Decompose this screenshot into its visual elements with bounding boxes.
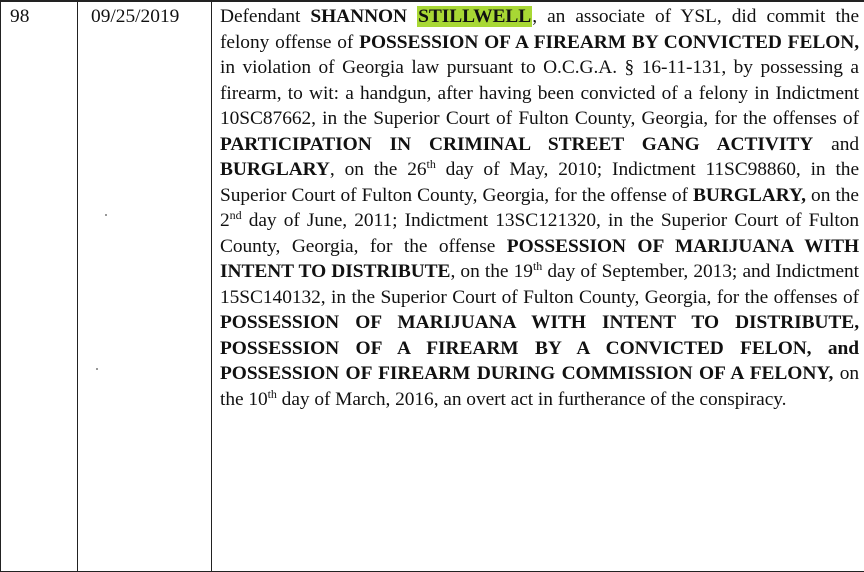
ordinal-suffix: nd — [229, 208, 242, 222]
act-description-cell — [212, 1, 864, 572]
act-number: 98 — [10, 6, 30, 27]
act-number-cell — [1, 1, 78, 572]
scan-speck — [105, 214, 107, 216]
text-segment: , on the 19 — [450, 261, 533, 282]
text-segment: on the 2 — [220, 184, 859, 231]
text-segment: day of September, 2013; and Indictment 15SC140132, in the Superior Court of Fulton County, Georgia, for the offenses of — [220, 261, 860, 308]
text-segment: POSSESSION OF MARIJUANA WITH INTENT TO DISTRIBUTE, POSSESSION OF A FIREARM BY A CONVICTED FELON, and POSSESSION OF FIREARM DURING COMMISSION OF A FELONY, — [220, 312, 859, 384]
text-segment: POSSESSION OF A FIREARM BY CONVICTED FELON, — [359, 31, 859, 53]
highlighted-name: STILLWELL — [418, 6, 532, 27]
ordinal-suffix: th — [426, 157, 436, 171]
text-segment: day of May, 2010; Indictment 11SC98860, in the Superior Court of Fulton County, Georgia, for the offense of — [220, 159, 859, 206]
text-segment: Defendant — [220, 6, 311, 27]
text-segment: in violation of Georgia law pursuant to O.C.G.A. § 16-11-131, by possessing a firearm, to wit: a handgun, after having been convicted of a felony in Indictment 10SC87662, in the Superior Court of Fulton County, Georgia, for the offenses of — [220, 57, 859, 129]
text-segment: BURGLARY, — [693, 184, 806, 206]
text-segment: on the 10 — [220, 363, 859, 410]
ordinal-suffix: th — [532, 259, 543, 273]
text-segment: SHANNON — [310, 6, 418, 27]
text-segment: BURGLARY — [220, 159, 330, 180]
text-segment: day of June, 2011; Indictment 13SC121320, in the Superior Court of Fulton County, Georgia, for the offense — [220, 210, 859, 257]
text-segment: day of March, 2016, an overt act in furtherance of the conspiracy. — [276, 388, 787, 410]
text-segment: POSSESSION OF MARIJUANA WITH INTENT TO DISTRIBUTE — [220, 235, 859, 282]
text-segment: and — [813, 133, 859, 155]
scan-speck — [96, 368, 98, 370]
ordinal-suffix: th — [267, 386, 277, 401]
act-date: 09/25/2019 — [91, 6, 180, 27]
act-description — [212, 2, 864, 412]
act-date-cell — [78, 1, 212, 572]
text-segment: , on the 26 — [329, 159, 427, 180]
table-row — [1, 1, 864, 572]
text-segment: , an associate of YSL, did commit the felony offense of — [220, 6, 859, 53]
text-segment: PARTICIPATION IN CRIMINAL STREET GANG ACTIVITY — [220, 133, 814, 155]
